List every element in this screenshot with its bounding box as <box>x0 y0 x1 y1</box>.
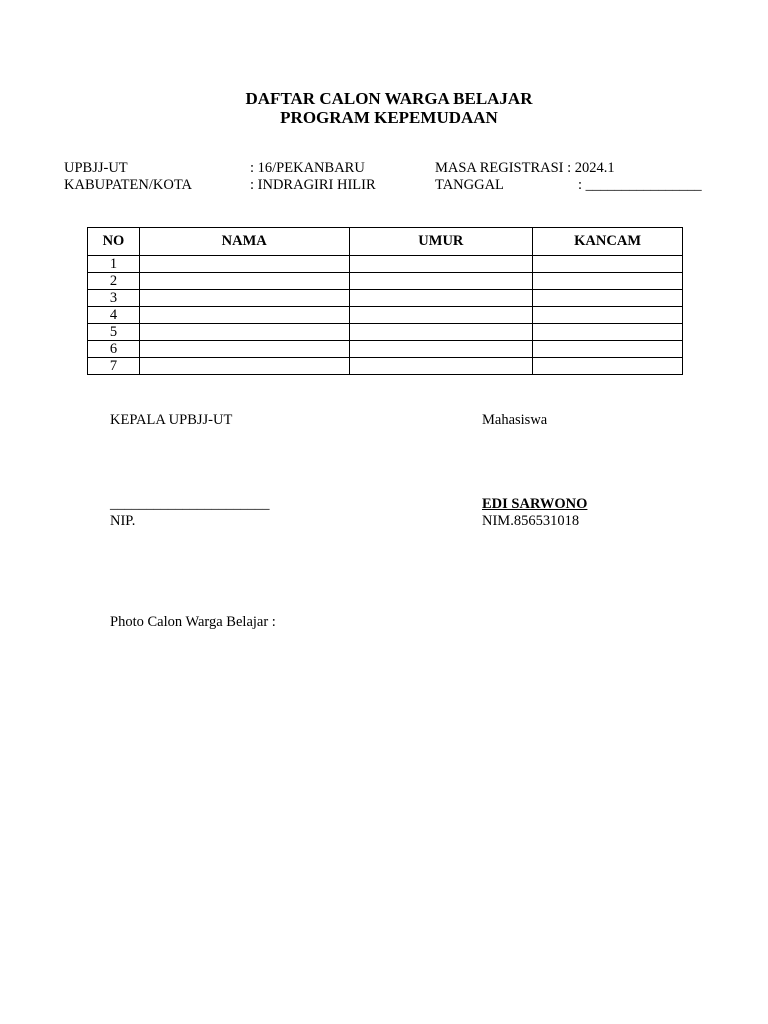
signature-line: ______________________ <box>110 496 270 512</box>
table-row <box>88 324 683 341</box>
kancam-cell[interactable] <box>533 273 683 290</box>
nama-cell[interactable] <box>139 273 349 290</box>
table-row <box>88 290 683 307</box>
umur-cell[interactable] <box>349 290 533 307</box>
row-number: 3 <box>88 290 140 307</box>
document-title: DAFTAR CALON WARGA BELAJAR <box>245 89 533 108</box>
column-header-kancam: KANCAM <box>533 228 683 256</box>
umur-cell[interactable] <box>349 341 533 358</box>
kancam-cell[interactable] <box>533 358 683 375</box>
row-number: 2 <box>88 273 140 290</box>
nip-label: NIP. <box>110 513 136 529</box>
column-header-nama: NAMA <box>139 228 349 256</box>
tanggal-label: TANGGAL <box>435 177 504 193</box>
upbjj-label: UPBJJ-UT <box>64 160 128 176</box>
row-number: 1 <box>88 256 140 273</box>
umur-cell[interactable] <box>349 324 533 341</box>
nama-cell[interactable] <box>139 324 349 341</box>
kepala-upbjj-title: KEPALA UPBJJ-UT <box>110 412 233 428</box>
umur-cell[interactable] <box>349 358 533 375</box>
table-row <box>88 256 683 273</box>
kancam-cell[interactable] <box>533 256 683 273</box>
kancam-cell[interactable] <box>533 324 683 341</box>
table-row <box>88 273 683 290</box>
masa-registrasi: MASA REGISTRASI : 2024.1 <box>435 160 615 176</box>
upbjj-value: : 16/PEKANBARU <box>250 160 365 176</box>
candidate-table <box>87 227 683 375</box>
column-header-umur: UMUR <box>349 228 533 256</box>
nama-cell[interactable] <box>139 307 349 324</box>
row-number: 4 <box>88 307 140 324</box>
table-row <box>88 358 683 375</box>
umur-cell[interactable] <box>349 307 533 324</box>
kancam-cell[interactable] <box>533 290 683 307</box>
nama-cell[interactable] <box>139 341 349 358</box>
column-header-no: NO <box>88 228 140 256</box>
document-subtitle: PROGRAM KEPEMUDAAN <box>280 108 498 127</box>
table-row <box>88 307 683 324</box>
kabupaten-label: KABUPATEN/KOTA <box>64 177 193 193</box>
row-number: 5 <box>88 324 140 341</box>
row-number: 6 <box>88 341 140 358</box>
nama-cell[interactable] <box>139 290 349 307</box>
table-row <box>88 341 683 358</box>
table-header-row <box>88 228 683 256</box>
kancam-cell[interactable] <box>533 341 683 358</box>
umur-cell[interactable] <box>349 256 533 273</box>
nama-cell[interactable] <box>139 358 349 375</box>
tanggal-value: : ________________ <box>578 177 702 193</box>
student-name: EDI SARWONO <box>482 496 588 512</box>
nama-cell[interactable] <box>139 256 349 273</box>
student-nim: NIM.856531018 <box>482 513 580 529</box>
mahasiswa-title: Mahasiswa <box>482 412 548 428</box>
photo-label: Photo Calon Warga Belajar : <box>110 614 276 630</box>
kabupaten-value: : INDRAGIRI HILIR <box>250 177 376 193</box>
row-number: 7 <box>88 358 140 375</box>
kancam-cell[interactable] <box>533 307 683 324</box>
umur-cell[interactable] <box>349 273 533 290</box>
